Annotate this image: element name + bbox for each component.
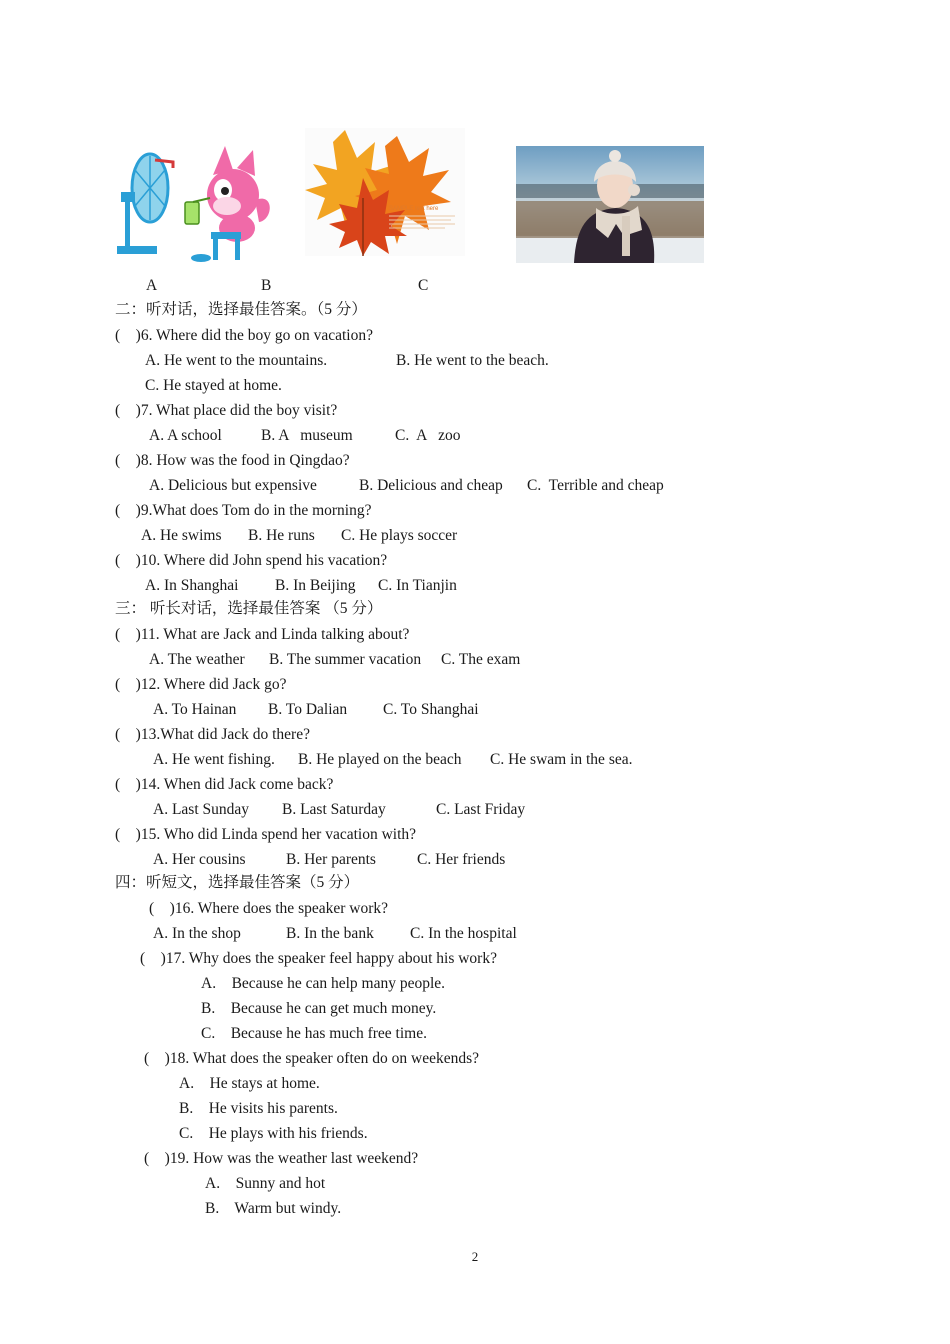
q19-option-a[interactable]: A. Sunny and hot xyxy=(205,1175,326,1192)
q9-option-c[interactable]: C. He plays soccer xyxy=(341,527,458,544)
picture-label-c: C xyxy=(418,277,429,294)
section-4-heading: 四：听短文，选择最佳答案（5 分） xyxy=(115,874,360,891)
cartoon-fan-drink-icon xyxy=(115,140,275,264)
picture-a xyxy=(115,140,275,264)
q11-option-b[interactable]: B. The summer vacation xyxy=(269,651,422,668)
q8-option-c[interactable]: C. Terrible and cheap xyxy=(527,477,664,494)
question-17: ( )17. Why does the speaker feel happy about his work? xyxy=(140,950,497,967)
question-8: ( )8. How was the food in Qingdao? xyxy=(115,452,350,469)
picture-b xyxy=(305,128,465,256)
q13-option-a[interactable]: A. He went fishing. xyxy=(153,751,275,768)
question-15: ( )15. Who did Linda spend her vacation with? xyxy=(115,826,417,843)
q12-option-b[interactable]: B. To Dalian xyxy=(268,701,348,718)
section-3-heading: 三： 听长对话，选择最佳答案 （5 分） xyxy=(115,600,383,617)
q7-option-a[interactable]: A. A school xyxy=(149,427,222,444)
q18-option-c[interactable]: C. He plays with his friends. xyxy=(179,1125,368,1142)
q16-option-a[interactable]: A. In the shop xyxy=(153,925,241,942)
picture-label-b: B xyxy=(261,277,272,294)
q10-option-a[interactable]: A. In Shanghai xyxy=(145,577,239,594)
q18-option-a[interactable]: A. He stays at home. xyxy=(179,1075,320,1092)
q15-option-c[interactable]: C. Her friends xyxy=(417,851,506,868)
q12-option-a[interactable]: A. To Hainan xyxy=(153,701,237,718)
q11-option-c[interactable]: C. The exam xyxy=(441,651,521,668)
question-19: ( )19. How was the weather last weekend? xyxy=(144,1150,419,1167)
q17-option-b[interactable]: B. Because he can get much money. xyxy=(201,1000,437,1017)
picture-c xyxy=(516,146,704,263)
question-9: ( )9.What does Tom do in the morning? xyxy=(115,502,372,519)
q9-option-b[interactable]: B. He runs xyxy=(248,527,315,544)
page-number: 2 xyxy=(471,1249,479,1264)
question-7: ( )7. What place did the boy visit? xyxy=(115,402,338,419)
question-14: ( )14. When did Jack come back? xyxy=(115,776,334,793)
q7-option-b[interactable]: B. A museum xyxy=(261,427,353,444)
q12-option-c[interactable]: C. To Shanghai xyxy=(383,701,479,718)
maple-leaves-icon xyxy=(305,128,465,256)
q7-option-c[interactable]: C. A zoo xyxy=(395,427,461,444)
q14-option-a[interactable]: A. Last Sunday xyxy=(153,801,250,818)
question-11: ( )11. What are Jack and Linda talking about? xyxy=(115,626,410,643)
q15-option-a[interactable]: A. Her cousins xyxy=(153,851,246,868)
q8-option-a[interactable]: A. Delicious but expensive xyxy=(149,477,317,494)
q13-option-b[interactable]: B. He played on the beach xyxy=(298,751,462,768)
q16-option-b[interactable]: B. In the bank xyxy=(286,925,374,942)
question-13: ( )13.What did Jack do there? xyxy=(115,726,310,743)
winter-girl-photo xyxy=(516,146,704,263)
section-2-heading: 二：听对话，选择最佳答案。（5 分） xyxy=(115,301,367,318)
q17-option-c[interactable]: C. Because he has much free time. xyxy=(201,1025,427,1042)
q14-option-c[interactable]: C. Last Friday xyxy=(436,801,526,818)
q9-option-a[interactable]: A. He swims xyxy=(141,527,222,544)
q19-option-b[interactable]: B. Warm but windy. xyxy=(205,1200,342,1217)
q13-option-c[interactable]: C. He swam in the sea. xyxy=(490,751,633,768)
q6-option-b[interactable]: B. He went to the beach. xyxy=(396,352,549,369)
question-12: ( )12. Where did Jack go? xyxy=(115,676,287,693)
q14-option-b[interactable]: B. Last Saturday xyxy=(282,801,386,818)
q10-option-c[interactable]: C. In Tianjin xyxy=(378,577,457,594)
q6-option-c[interactable]: C. He stayed at home. xyxy=(145,377,282,394)
sample-caption: SAMPLE text here xyxy=(389,206,439,212)
question-10: ( )10. Where did John spend his vacation? xyxy=(115,552,388,569)
q16-option-c[interactable]: C. In the hospital xyxy=(410,925,517,942)
picture-label-a: A xyxy=(146,277,158,294)
q8-option-b[interactable]: B. Delicious and cheap xyxy=(359,477,503,494)
q15-option-b[interactable]: B. Her parents xyxy=(286,851,376,868)
q18-option-b[interactable]: B. He visits his parents. xyxy=(179,1100,338,1117)
q17-option-a[interactable]: A. Because he can help many people. xyxy=(201,975,446,992)
question-6: ( )6. Where did the boy go on vacation? xyxy=(115,327,373,344)
q11-option-a[interactable]: A. The weather xyxy=(149,651,245,668)
question-18: ( )18. What does the speaker often do on weekends? xyxy=(144,1050,480,1067)
q10-option-b[interactable]: B. In Beijing xyxy=(275,577,356,594)
question-16: ( )16. Where does the speaker work? xyxy=(149,900,389,917)
q6-option-a[interactable]: A. He went to the mountains. xyxy=(145,352,328,369)
